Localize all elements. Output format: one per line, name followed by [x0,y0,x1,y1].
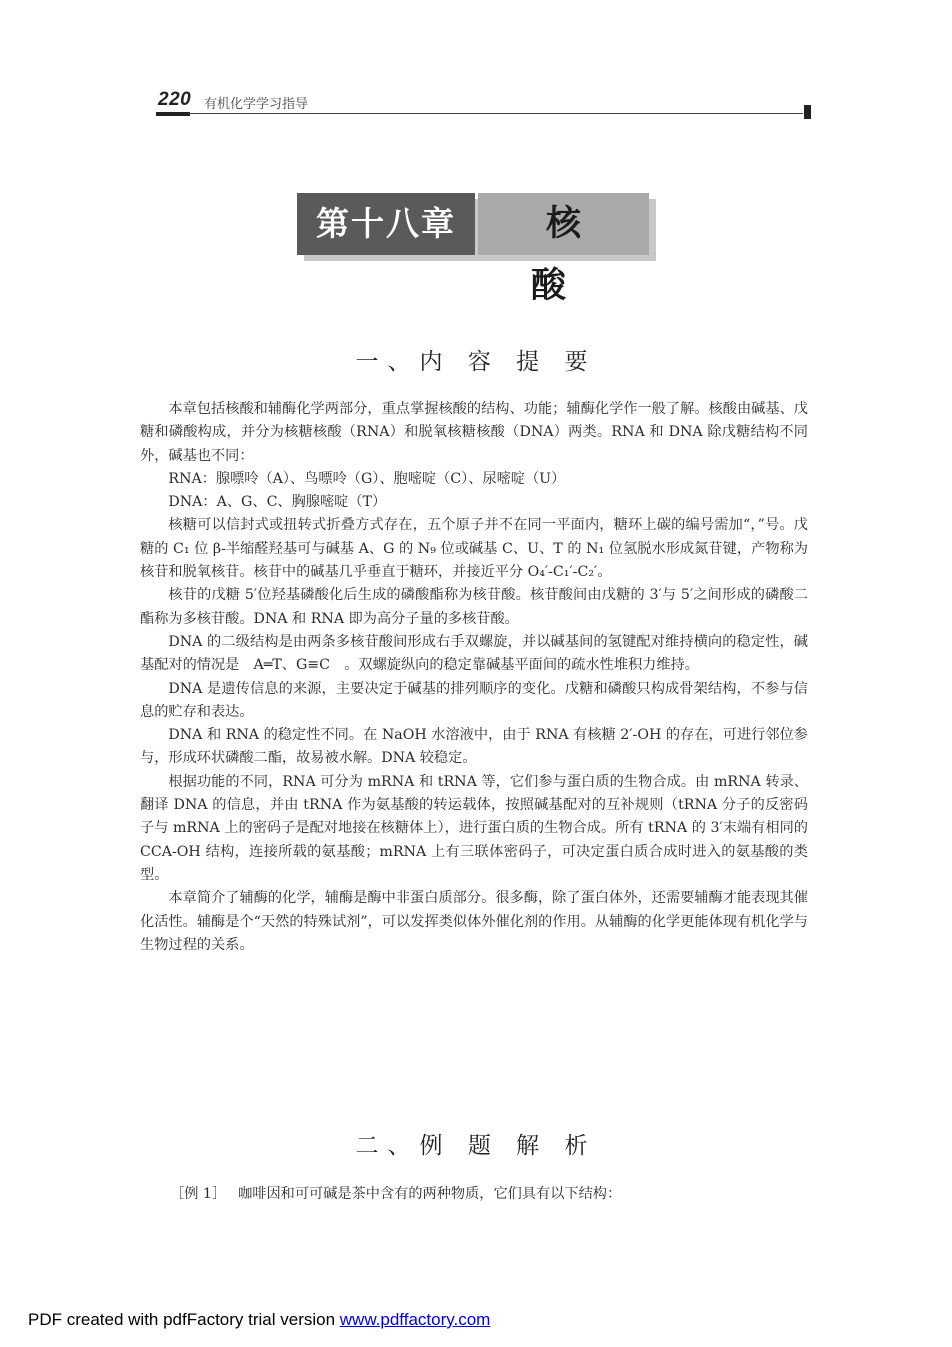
pdf-footer [28,1310,490,1330]
chapter-title: 核 酸 [478,193,649,255]
page-number-underline [156,112,190,116]
page-number: 220 [158,89,192,110]
example-tag: ［例 1］ [170,1186,227,1202]
book-title: 有机化学学习指导 [204,97,309,112]
summary-body [140,398,808,957]
paragraph: DNA 的二级结构是由两条多核苷酸间形成右手双螺旋，并以碱基间的氢键配对维持横向的稳定性，碱基配对的情况是 A═T、G≡C 。双螺旋纵向的稳定靠碱基平面间的疏水性堆积力维持。 [140,633,808,674]
paragraph: RNA：腺嘌呤（A）、鸟嘌呤（G）、胞嘧啶（C）、尿嘧啶（U） [168,470,566,487]
footer-text: PDF created with pdfFactory trial version [28,1310,340,1329]
chapter-banner [297,193,677,306]
footer-link[interactable]: www.pdffactory.com [339,1310,491,1329]
paragraph: 本章包括核酸和辅酶化学两部分，重点掌握核酸的结构、功能；辅酶化学作一般了解。核酸由碱基、戊糖和磷酸构成，并分为核糖核酸（RNA）和脱氧核糖核酸（DNA）两类。RNA 和 DNA 除戊糖结构不同外，碱基也不同： [140,401,808,464]
paragraph: DNA：A、G、C、胸腺嘧啶（T） [168,494,387,511]
example-1 [170,1183,810,1203]
paragraph: 核糖可以信封式或扭转式折叠方式存在，五个原子并不在同一平面内，糖环上碳的编号需加“，”号。戊糖的 C₁ 位 β-半缩醛羟基可与碱基 A、G 的 N₉ 位或碱基 C、U、T 的 N₁ 位氢脱水形成氮苷键，产物称为核苷和脱氧核苷。核苷中的碱基几乎垂直于糖环，并接近平分 O₄′-C₁′-C₂′。 [140,517,808,581]
paragraph: DNA 和 RNA 的稳定性不同。在 NaOH 水溶液中，由于 RNA 有核糖 2′-OH 的存在，可进行邻位参与，形成环状磷酸二酯，故易被水解。DNA 较稳定。 [140,727,808,767]
section-title-summary: 一、内 容 提 要 [355,349,597,375]
page-header [156,86,811,120]
section-title-examples: 二、例 题 解 析 [355,1133,597,1159]
paragraph: 根据功能的不同，RNA 可分为 mRNA 和 tRNA 等，它们参与蛋白质的生物合成。由 mRNA 转录、翻译 DNA 的信息，并由 tRNA 作为氨基酸的转运载体，按照碱基配对的互补规则（tRNA 分子的反密码子与 mRNA 上的密码子是配对地接在核糖体上），进行蛋白质的生物合成。所有 tRNA 的 3′末端有相同的 CCA-OH 结构，连接所载的氨基酸；mRNA 上有三联体密码子，可决定蛋白质合成时进入的氨基酸的类型。 [140,773,808,883]
paragraph: DNA 是遗传信息的来源，主要决定于碱基的排列顺序的变化。戊糖和磷酸只构成骨架结构，不参与信息的贮存和表达。 [140,680,808,720]
header-rule [188,113,803,114]
header-end-mark [804,105,811,119]
example-text: 咖啡因和可可碱是茶中含有的两种物质，它们具有以下结构： [238,1186,622,1202]
chapter-number: 第十八章 [297,193,475,255]
paragraph: 核苷的戊糖 5′位羟基磷酸化后生成的磷酸酯称为核苷酸。核苷酸间由戊糖的 3′与 5′之间形成的磷酸二酯称为多核苷酸。DNA 和 RNA 即为高分子量的多核苷酸。 [140,587,808,627]
paragraph: 本章简介了辅酶的化学，辅酶是酶中非蛋白质部分。很多酶，除了蛋白体外，还需要辅酶才能表现其催化活性。辅酶是个“天然的特殊试剂”，可以发挥类似体外催化剂的作用。从辅酶的化学更能体现有机化学与生物过程的关系。 [140,890,808,953]
